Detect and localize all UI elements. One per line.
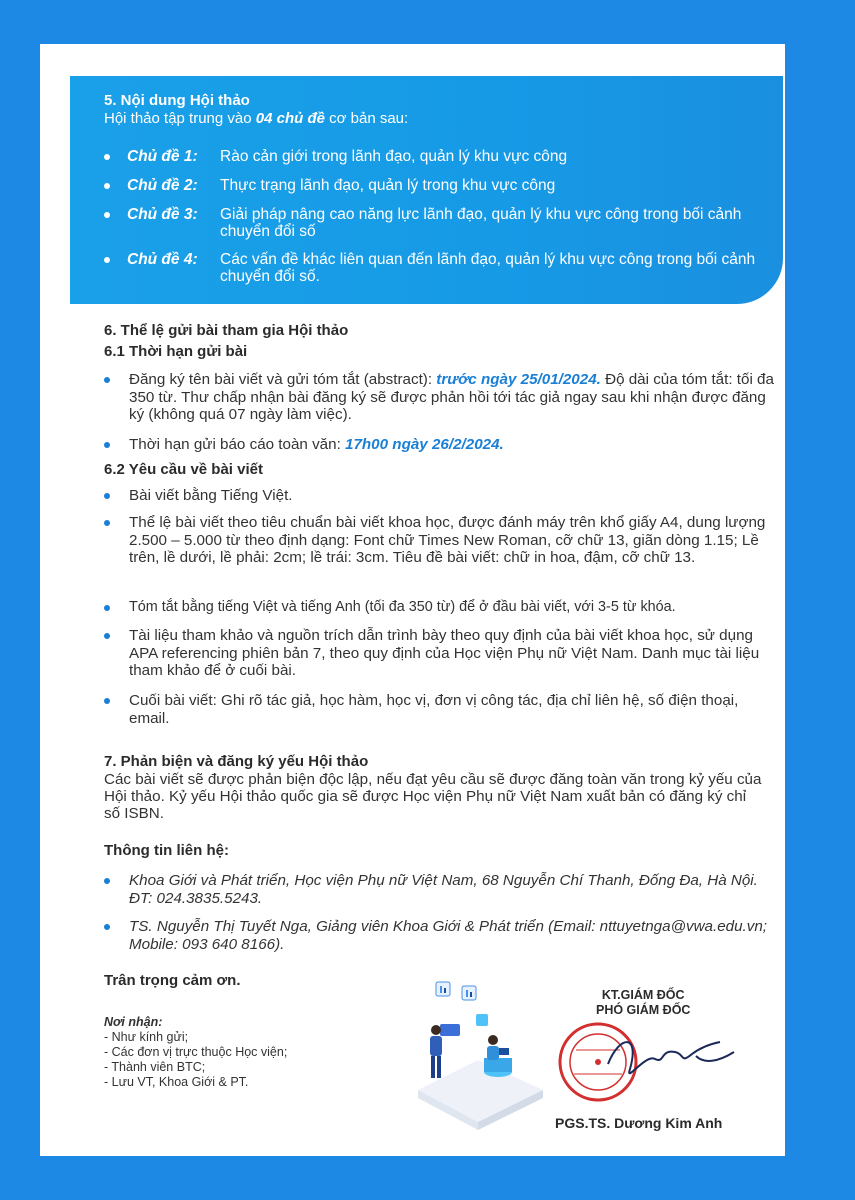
contact-heading: Thông tin liên hệ: [104, 842, 229, 859]
section7-text: Các bài viết sẽ được phản biện độc lập, nếu đạt yêu cầu sẽ được đăng toàn văn trong kỷ yếu của Hội thảo. Kỷ yếu Hội thảo quốc gia sẽ được Học viện Phụ nữ Việt Nam xuất bản có đăng ký chỉ số ISBN. [104, 771, 762, 822]
recipients: Nơi nhận: - Như kính gửi; - Các đơn vị trực thuộc Học viện; - Thành viên BTC; - Lưu VT, Khoa Giới & PT. [104, 1015, 288, 1089]
section61-heading: 6.1 Thời hạn gửi bài [104, 343, 248, 360]
bullet-icon [104, 924, 110, 930]
section7-heading: 7. Phản biện và đăng ký yếu Hội thảo [104, 753, 369, 770]
bullet-icon [104, 212, 110, 218]
bullet-icon [104, 633, 110, 639]
signer-title: KT.GIÁM ĐỐC PHÓ GIÁM ĐỐC [596, 988, 691, 1017]
bullet-icon [104, 605, 110, 611]
section5-intro: Hội thảo tập trung vào 04 chủ đề cơ bản sau: [104, 110, 409, 127]
people-illustration [398, 980, 558, 1130]
bullet-icon [104, 878, 110, 884]
section6-heading: 6. Thể lệ gửi bài tham gia Hội thảo [104, 322, 349, 339]
bullet-icon [104, 493, 110, 499]
bullet-icon [104, 698, 110, 704]
bullet-icon [104, 154, 110, 160]
topics-panel: 5. Nội dung Hội thảo Hội thảo tập trung vào 04 chủ đề cơ bản sau: Chủ đề 1: Rào cản giới trong lãnh đạo, quản lý khu vực công Chủ đề 2: Thực trạng lãnh đạo, quản lý trong khu vực công Chủ đề 3: Giải pháp nâng cao năng lực lãnh đạo, quản lý khu vực công trong bối cảnh chuyển đổi số Chủ đề 4: Các vấn đề khác liên quan đến lãnh đạo, quản lý khu vực công trong bối cảnh chuyển đổi số. [70, 76, 783, 304]
signer-name: PGS.TS. Dương Kim Anh [555, 1115, 723, 1131]
bullet-icon [104, 520, 110, 526]
bullet-icon [104, 257, 110, 263]
closing-text: Trân trọng cảm ơn. [104, 972, 241, 989]
bullet-icon [104, 442, 110, 448]
bullet-icon [104, 183, 110, 189]
section62-heading: 6.2 Yêu cầu về bài viết [104, 461, 263, 478]
bullet-icon [104, 377, 110, 383]
handwritten-signature [600, 1024, 740, 1084]
section5-heading: 5. Nội dung Hội thảo [104, 92, 250, 109]
